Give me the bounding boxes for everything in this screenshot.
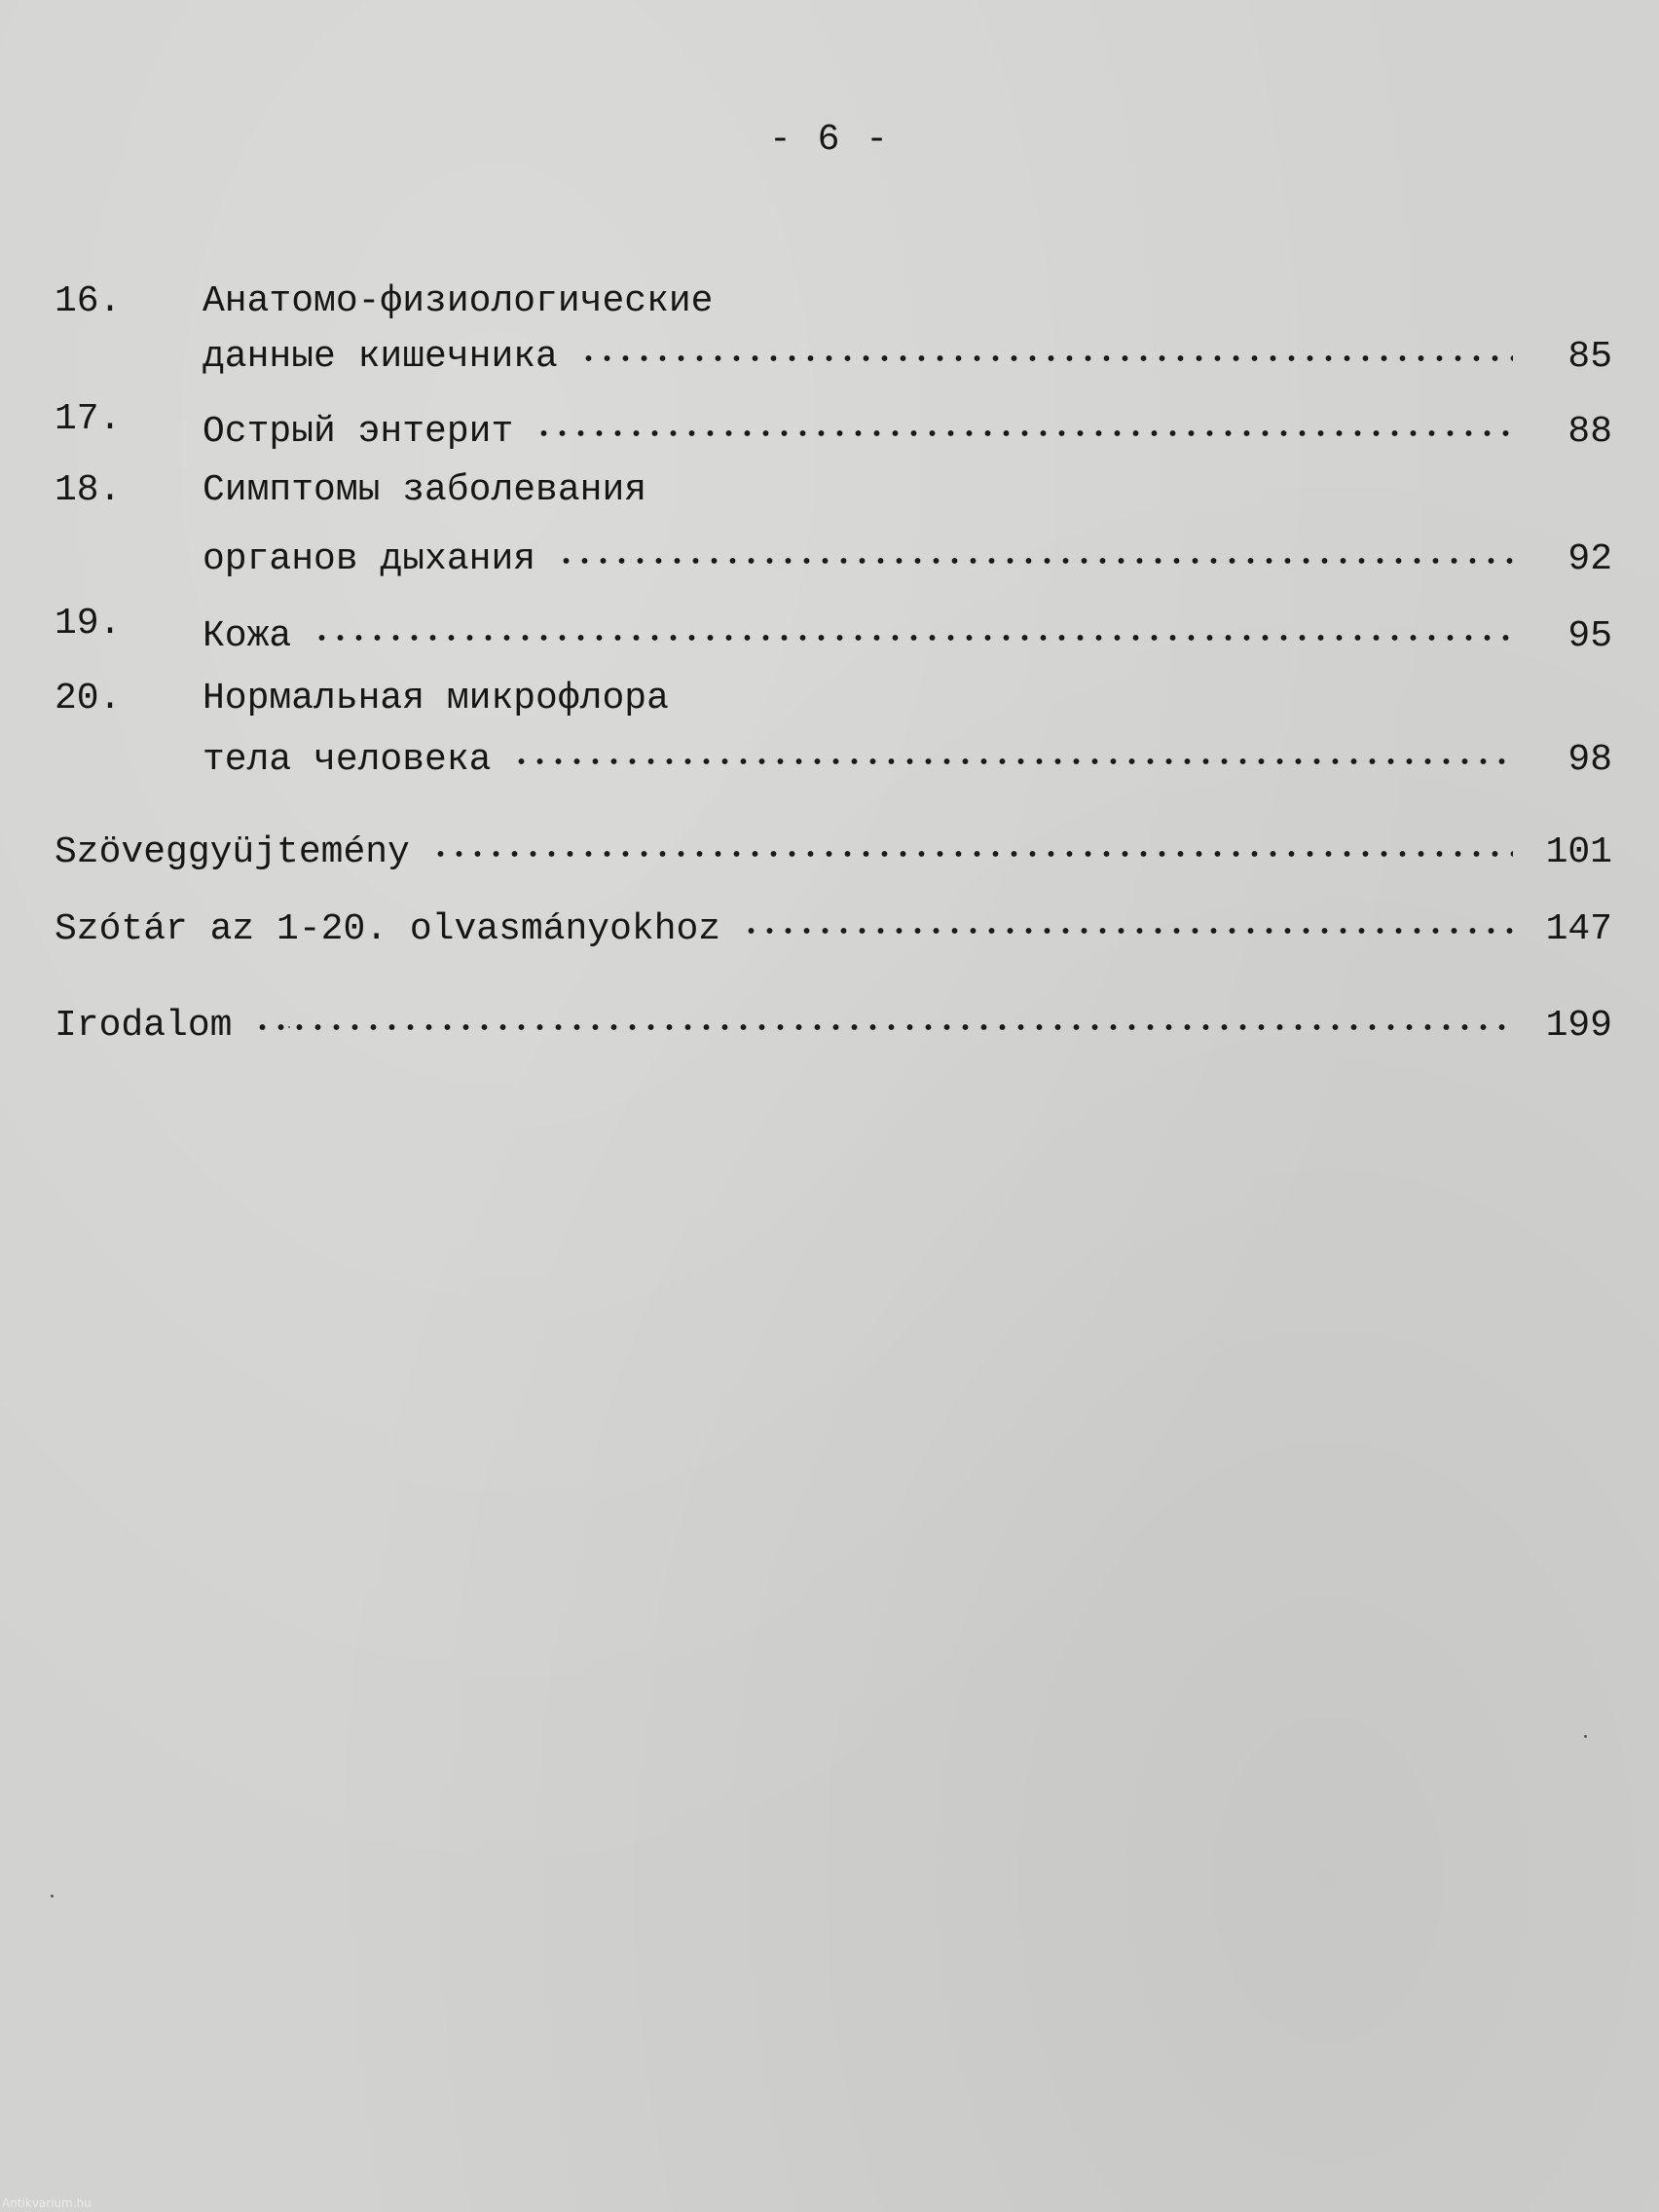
paper-speck xyxy=(51,1895,54,1898)
entry-title-line1: Анатомо-физиологические xyxy=(203,280,714,322)
table-of-contents xyxy=(55,280,1612,1048)
section-page: 147 xyxy=(1545,908,1612,950)
entry-number: 17. xyxy=(55,398,122,440)
toc-entry-19 xyxy=(55,603,1612,658)
entry-page: 95 xyxy=(1567,615,1612,657)
toc-entry-16 xyxy=(55,280,1612,379)
section-title: Irodalom xyxy=(55,1005,233,1047)
watermark-text: Antikvarium.hu xyxy=(2,2196,92,2210)
dot-leader xyxy=(313,603,1513,645)
dot-leader xyxy=(535,398,1513,441)
page-number: - 6 - xyxy=(768,119,891,161)
section-page: 101 xyxy=(1545,831,1612,873)
toc-section-irodalom xyxy=(55,992,1612,1048)
dot-leader xyxy=(431,819,1513,862)
toc-entry-20 xyxy=(55,678,1612,782)
dot-leader xyxy=(512,726,1513,769)
entry-page: 88 xyxy=(1567,411,1612,453)
toc-entry-18 xyxy=(55,469,1612,581)
section-page: 199 xyxy=(1545,1005,1612,1047)
dot-leader xyxy=(557,526,1513,569)
section-title: Szótár az 1-20. olvasmányokhoz xyxy=(55,908,721,950)
toc-section-szotar xyxy=(55,896,1612,951)
entry-number: 20. xyxy=(55,678,122,719)
entry-number: 19. xyxy=(55,603,122,645)
toc-section-szoveggyujtemeny xyxy=(55,819,1612,874)
toc-entry-17 xyxy=(55,398,1612,454)
entry-title-line2: тела человека xyxy=(203,739,492,781)
section-title: Szöveggyüjtemény xyxy=(55,831,410,873)
paper-speck xyxy=(288,1026,290,1028)
entry-number: 18. xyxy=(55,469,122,511)
dot-leader xyxy=(579,323,1513,366)
entry-page: 98 xyxy=(1567,739,1612,781)
paper-speck xyxy=(1584,1735,1587,1738)
entry-page: 92 xyxy=(1567,538,1612,580)
entry-title-line2: данные кишечника xyxy=(203,336,558,378)
dot-leader xyxy=(253,992,1513,1035)
entry-title: Острый энтерит xyxy=(203,411,514,453)
entry-title-line1: Нормальная микрофлора xyxy=(203,678,669,719)
entry-number: 16. xyxy=(55,280,122,322)
entry-title-line1: Симптомы заболевания xyxy=(203,469,647,511)
dot-leader xyxy=(742,896,1513,939)
entry-title: Кожа xyxy=(203,615,292,657)
entry-page: 85 xyxy=(1567,336,1612,378)
entry-title-line2: органов дыхания xyxy=(203,538,536,580)
